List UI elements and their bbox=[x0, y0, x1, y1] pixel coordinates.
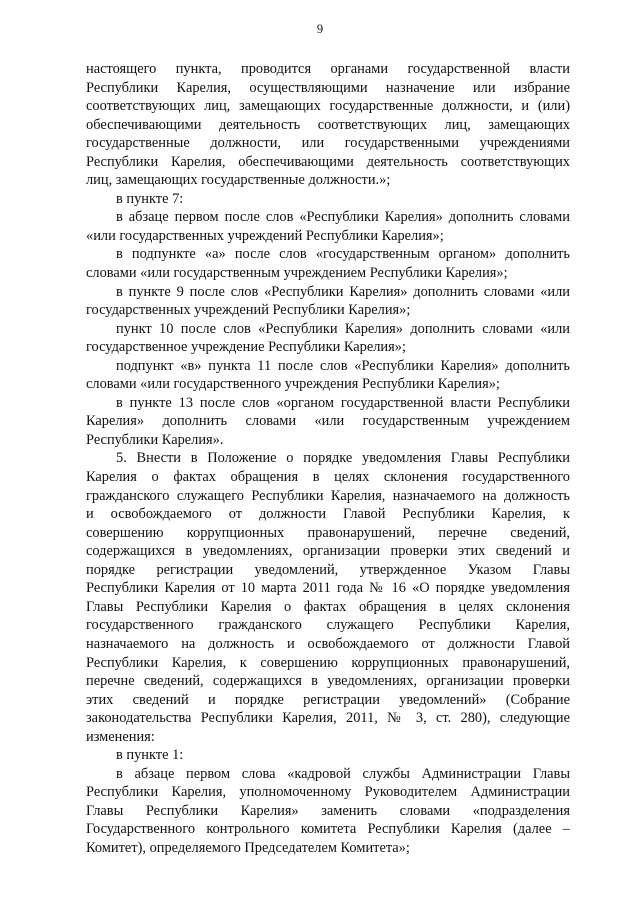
text-line: соответствующих лиц, замещающих государственные должности, и (или) bbox=[86, 98, 570, 115]
text-line: в пункте 1: bbox=[116, 747, 184, 764]
text-line: пункт 10 после слов «Республики Карелия» дополнить словами «или bbox=[116, 320, 570, 337]
text-line: настоящего пункта, проводится органами государственной власти bbox=[86, 61, 570, 77]
text-line: Комитет), определяемого Председателем Комитета»; bbox=[86, 839, 410, 856]
text-line: Главы Республики Карелия» заменить словами «подразделения bbox=[86, 802, 570, 819]
page-number: 9 bbox=[316, 22, 324, 36]
text-line: Карелия» дополнить словами «или государственным учреждением bbox=[86, 413, 570, 430]
text-line: изменения: bbox=[86, 728, 155, 745]
text-line: государственного гражданского служащего Республики Карелия, bbox=[86, 617, 570, 634]
text-line: Республики Карелия, к совершению коррупционных правонарушений, bbox=[86, 654, 570, 671]
text-line: в пункте 13 после слов «органом государственной власти Республики bbox=[116, 394, 570, 411]
text-line: государственные должности, или государственными учреждениями bbox=[86, 135, 570, 152]
text-line: лиц, замещающих государственные должности.»; bbox=[86, 172, 391, 189]
text-line: законодательства Республики Карелия, 2011, № 3, ст. 280), следующие bbox=[86, 710, 570, 727]
text-line: содержащихся в уведомлениях, организации проверки этих сведений и bbox=[86, 543, 570, 560]
text-line: перечне сведений, содержащихся в уведомлениях, организации проверки bbox=[86, 673, 570, 690]
text-line: назначаемого на должность и освобождаемого от должности Главой bbox=[86, 635, 570, 652]
text-line: в абзаце первом слова «кадровой службы Администрации Главы bbox=[116, 765, 570, 782]
text-line: Главы Республики Карелия о фактах обращения в целях склонения bbox=[86, 598, 570, 615]
text-line: в пункте 7: bbox=[116, 190, 184, 207]
text-line: «или государственных учреждений Республики Карелия»; bbox=[86, 227, 444, 244]
text-line: Республики Карелия, осуществляющими назначение или избрание bbox=[86, 79, 570, 96]
text-line: государственных учреждений Республики Карелия»; bbox=[86, 302, 411, 319]
text-line: подпункт «в» пункта 11 после слов «Республики Карелия» дополнить bbox=[116, 357, 570, 374]
text-line: Республики Карелия от 10 марта 2011 года № 16 «О порядке уведомления bbox=[86, 580, 570, 597]
text-line: порядке регистрации уведомлений, утвержденное Указом Главы bbox=[86, 561, 570, 578]
text-line: обеспечивающими деятельность соответствующих лиц, замещающих bbox=[86, 116, 570, 133]
text-line: Республики Карелия, уполномоченному Руководителем Администрации bbox=[86, 784, 570, 801]
text-line: государственное учреждение Республики Карелия»; bbox=[86, 339, 406, 356]
text-line: в абзаце первом после слов «Республики Карелия» дополнить словами bbox=[116, 209, 570, 226]
text-line: гражданского служащего Республики Карелия, назначаемого на должность bbox=[86, 487, 570, 504]
text-line: этих сведений и порядке регистрации уведомлений» (Собрание bbox=[86, 691, 570, 708]
text-line: словами «или государственного учреждения Республики Карелия»; bbox=[86, 376, 500, 393]
text-line: 5. Внести в Положение о порядке уведомления Главы Республики bbox=[116, 450, 570, 467]
text-line: Карелия о фактах обращения в целях склонения государственного bbox=[86, 469, 570, 486]
text-line: Республики Карелия». bbox=[86, 431, 224, 448]
text-line: и освобождаемого от должности Главой Республики Карелия, к bbox=[86, 506, 570, 523]
text-line: в пункте 9 после слов «Республики Карелия» дополнить словами «или bbox=[116, 283, 570, 300]
text-line: совершению коррупционных правонарушений, перечне сведений, bbox=[86, 524, 570, 541]
text-line: в подпункте «а» после слов «государственным органом» дополнить bbox=[116, 246, 570, 263]
text-line: Республики Карелия, обеспечивающими деятельность соответствующих bbox=[86, 153, 570, 170]
text-line: Государственного контрольного комитета Республики Карелия (далее – bbox=[86, 821, 570, 838]
text-line: словами «или государственным учреждением Республики Карелия»; bbox=[86, 265, 508, 282]
document-body bbox=[86, 60, 570, 858]
